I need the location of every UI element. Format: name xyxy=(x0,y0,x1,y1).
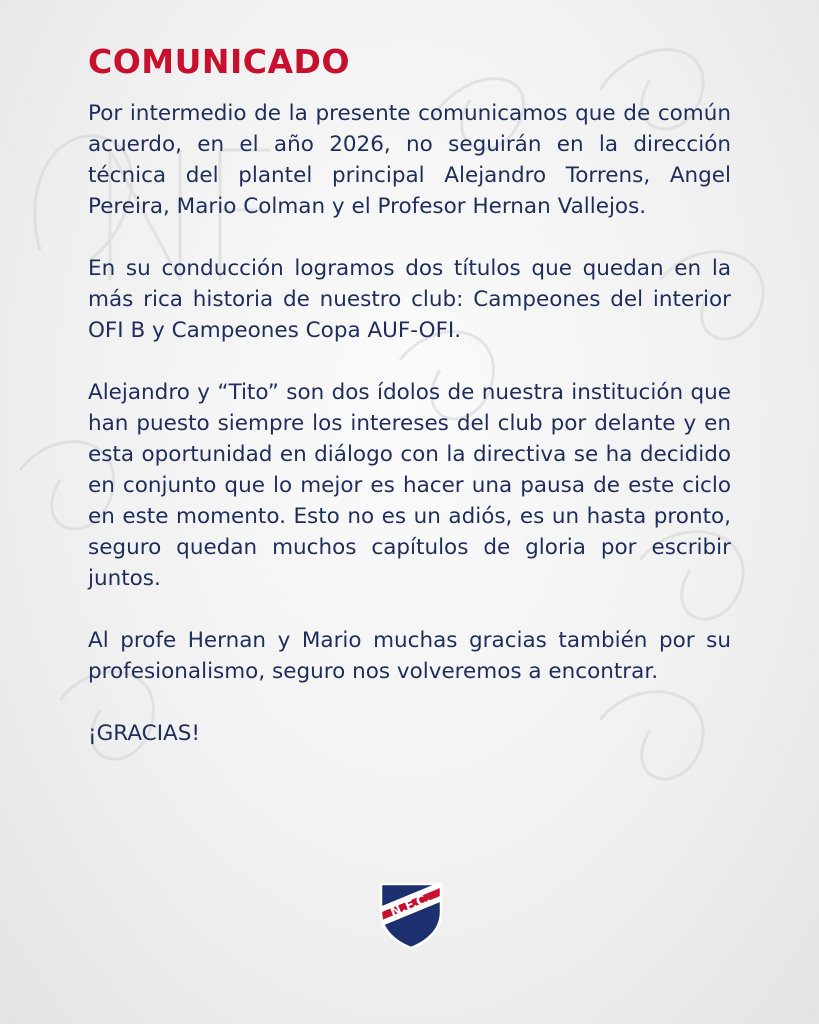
announcement-title: COMUNICADO xyxy=(88,42,351,81)
paragraph-3: Alejandro y “Tito” son dos ídolos de nuestra institución que han puesto siempre los intereses del club por delante y en esta oportunidad en diálogo con la directiva se ha decidido en conjunto que lo mejor es hacer una pausa de este ciclo en este momento. Esto no es un adiós, es un hasta pronto, seguro quedan muchos capítulos de gloria por escribir juntos. xyxy=(88,380,731,591)
closing-text: ¡GRACIAS! xyxy=(88,721,201,746)
club-crest-logo xyxy=(377,878,445,950)
paragraph-1: Por intermedio de la presente comunicamos que de común acuerdo, en el año 2026, no seguirán en la dirección técnica del plantel principal Alejandro Torrens, Angel Pereira, Mario Colman y el Profesor Hernan Vallejos. xyxy=(88,101,731,219)
announcement-content xyxy=(88,40,731,749)
paragraph-2: En su conducción logramos dos títulos que quedan en la más rica historia de nuestro club: Campeones del interior OFI B y Campeones Copa AUF-OFI. xyxy=(88,256,731,343)
crest-initials: N.F.C. xyxy=(388,890,434,921)
paragraph-4: Al profe Hernan y Mario muchas gracias también por su profesionalismo, seguro nos volveremos a encontrar. xyxy=(88,628,731,684)
